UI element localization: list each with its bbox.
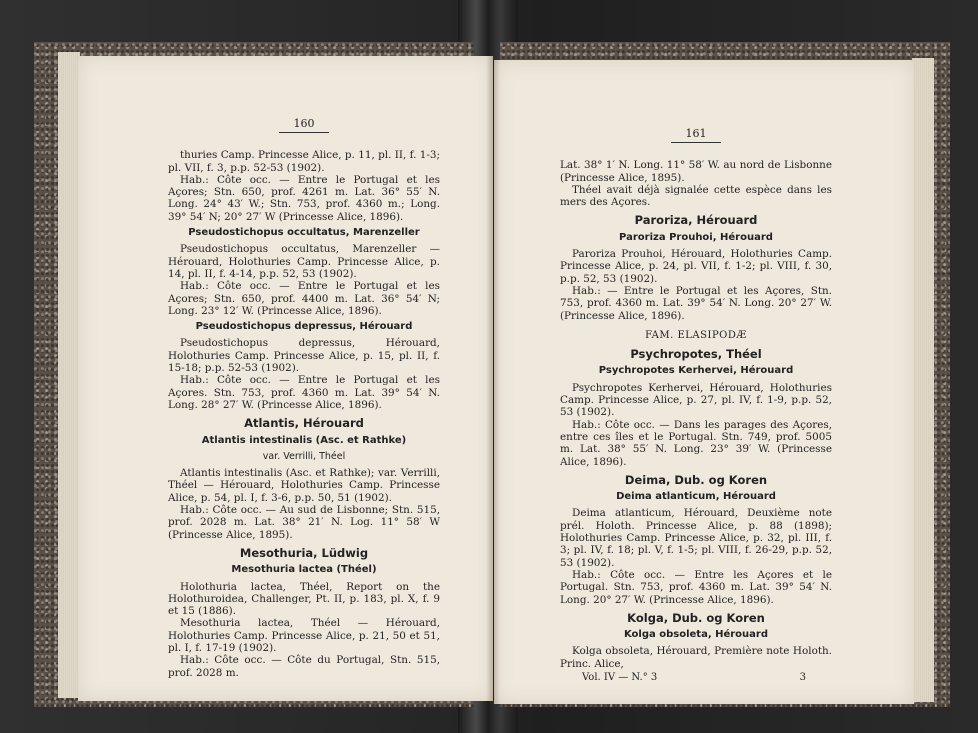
paragraph: thuries Camp. Princesse Alice, p. 11, pl. II, f. 1-3; pl. VII, f. 3, p.p. 52-53 (1902). <box>168 149 440 174</box>
species-heading: Deima atlanticum, Hérouard <box>616 491 776 503</box>
genus-heading: Psychropotes, Théel <box>630 347 762 362</box>
genus-heading: Mesothuria, Lüdwig <box>239 545 369 560</box>
paragraph: Hab.: Côte occ. — Entre le Portugal et les Açores. Stn. 753, prof. 4360 m. Lat. 39° 54′ N. Long. 28° 27′ W. (Princesse Alice, 1896). <box>168 374 440 411</box>
paragraph: Psychropotes Kerhervei, Hérouard, Holothuries Camp. Princesse Alice, p. 27, pl. IV, f. 1-9, p.p. 52, 53 (1902). <box>560 381 832 419</box>
footer-volume: Vol. IV — N.° 3 <box>582 671 658 683</box>
page-number: 161 <box>685 127 707 140</box>
species-heading: Pseudostichopus depressus, Hérouard <box>195 321 413 333</box>
genus-heading: Kolga, Dub. og Koren <box>627 610 765 625</box>
paragraph: Pseudostichopus occultatus, Marenzeller — Hérouard, Holothuries Camp. Princesse Alice, p. 14, pl. II, f. 4-14, p.p. 52, 53 (1902). <box>168 243 440 280</box>
genus-heading: Paroriza, Hérouard <box>634 213 758 228</box>
species-heading: Pseudostichopus occultatus, Marenzeller <box>188 227 420 239</box>
variety-line: var. Verrilli, Théel <box>262 450 346 462</box>
right-page-body <box>560 159 832 670</box>
header-rule <box>671 142 721 143</box>
species-heading: Psychropotes Kerhervei, Hérouard <box>598 365 794 377</box>
paragraph: Lat. 38° 1′ N. Long. 11° 58′ W. au nord de Lisbonne (Princesse Alice, 1895). <box>560 159 832 184</box>
page-footer <box>560 672 832 684</box>
left-page-body <box>168 149 440 679</box>
paragraph: Pseudostichopus depressus, Hérouard, Holothuries Camp. Princesse Alice, p. 15, pl. II, f. 15-18; p.p. 52-53 (1902). <box>168 337 440 375</box>
page-edges-right <box>912 58 934 702</box>
genus-heading: Atlantis, Hérouard <box>244 416 364 431</box>
page-edges-left <box>58 52 80 698</box>
footer-signature: 3 <box>799 671 806 683</box>
paragraph: Kolga obsoleta, Hérouard, Première note Holoth. Princ. Alice, <box>560 645 832 670</box>
page-number: 160 <box>293 117 315 130</box>
paragraph: Théel avait déjà signalée cette espèce dans les mers des Açores. <box>560 183 832 209</box>
species-heading: Atlantis intestinalis (Asc. et Rathke) <box>201 434 407 446</box>
species-heading: Mesothuria lactea (Théel) <box>231 564 377 576</box>
book-gutter <box>486 56 500 704</box>
paragraph: Hab.: Côte occ. — Au sud de Lisbonne; Stn. 515, prof. 2028 m. Lat. 38° 21′ N. Log. 11° 58′ W (Princesse Alice, 1895). <box>168 504 440 541</box>
paragraph: Paroriza Prouhoi, Hérouard, Holothuries Camp. Princesse Alice, p. 24, pl. VII, f. 1-2; pl. VIII, f. 30, p.p. 52, 53 (1902). <box>560 248 832 285</box>
paragraph: Atlantis intestinalis (Asc. et Rathke); var. Verrilli, Théel — Hérouard, Holothuries Camp. Princesse Alice, p. 54, pl. I, f. 3-6, p.p. 50, 51 (1902). <box>168 467 440 504</box>
species-heading: Paroriza Prouhoi, Hérouard <box>619 231 773 243</box>
species-heading: Kolga obsoleta, Hérouard <box>623 629 769 641</box>
paragraph: Hab.: Côte occ. — Dans les parages des Açores, entre ces îles et le Portugal. Stn. 749, prof. 5005 m. Lat. 38° 55′ N. Long. 23° 39′ W. (Princesse Alice, 1896). <box>560 418 832 468</box>
paragraph: Hab.: Côte occ. — Entre le Portugal et les Açores; Stn. 650, prof. 4261 m. Lat. 36° 55′ N. Long. 24° 43′ W.; Stn. 753, prof. 4360 m.; Long. 39° 54′ N; 20° 27′ W (Princesse Alice, 1896). <box>168 173 440 223</box>
paragraph: Mesothuria lactea, Théel — Hérouard, Holothuries Camp. Princesse Alice, p. 21, 50 et 51, pl. I, f. 17-19 (1902). <box>168 617 440 654</box>
header-rule <box>279 132 329 133</box>
paragraph: Deima atlanticum, Hérouard, Deuxième note prél. Holoth. Princesse Alice, p. 88 (1898); Holothuries Camp. Princesse Alice, p. 32, pl. III, f. 3; pl. IV, f. 18; pl. V, f. 1-5; pl. VIII, f. 26-29, p.p. 52, 53 (1902). <box>560 507 832 569</box>
paragraph: Hab.: Côte occ. — Côte du Portugal, Stn. 515, prof. 2028 m. <box>168 654 440 679</box>
paragraph: Hab.: Côte occ. — Entre les Açores et le Portugal. Stn. 753, prof. 4360 m. Lat. 39° 54′ N. Long. 20° 27′ W. (Princesse Alice, 1896). <box>560 568 832 606</box>
paragraph: Hab.: — Entre le Portugal et les Açores, Stn. 753, prof. 4360 m. Lat. 39° 54′ N. Long. 20° 27′ W. (Princesse Alice, 1896). <box>560 284 832 322</box>
left-page-text <box>168 118 440 679</box>
right-page-text <box>560 128 832 684</box>
genus-heading: Deima, Dub. og Koren <box>624 472 768 487</box>
paragraph: Hab.: Côte occ. — Entre le Portugal et les Açores; Stn. 650, prof. 4400 m. Lat. 36° 54′ N; Long. 23° 12′ W. (Princesse Alice, 1896). <box>168 280 440 317</box>
paragraph: Holothuria lactea, Théel, Report on the Holothuroidea, Challenger, Pt. II, p. 183, pl. X, f. 9 et 15 (1886). <box>168 580 440 618</box>
family-heading: FAM. ELASIPODÆ <box>645 329 747 341</box>
